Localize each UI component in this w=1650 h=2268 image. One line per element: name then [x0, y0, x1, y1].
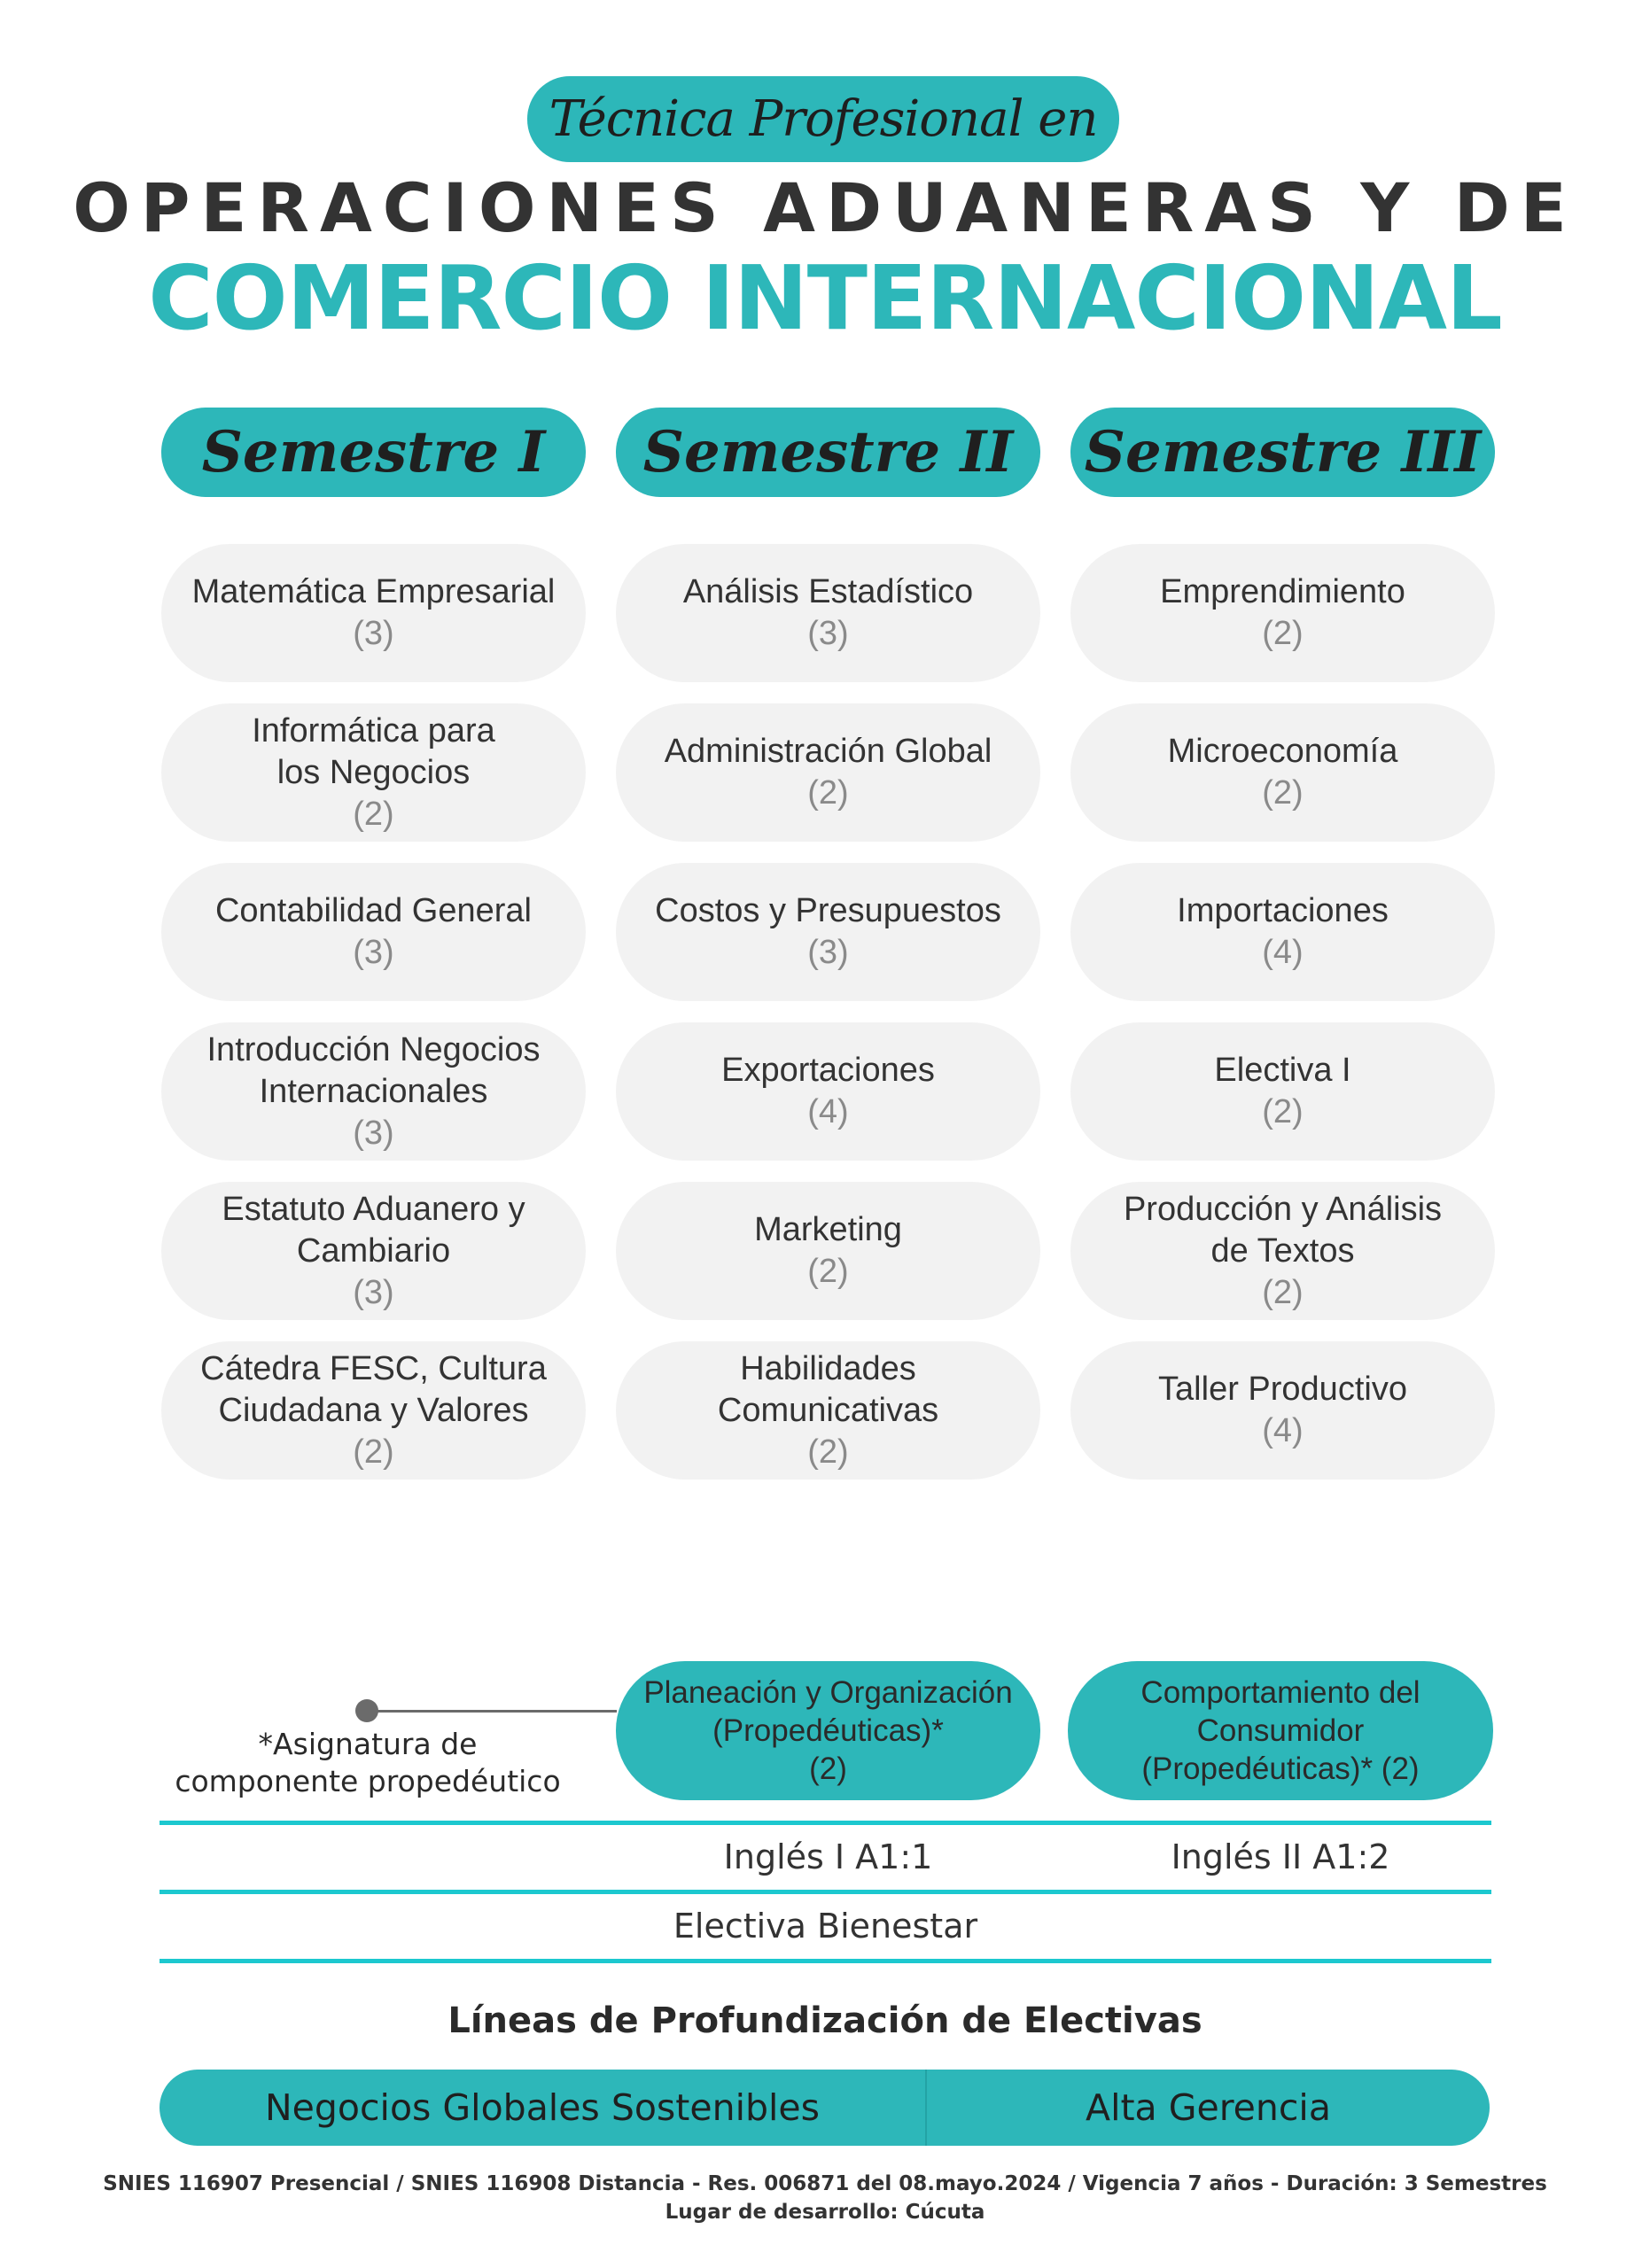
course-credits: (3)	[353, 934, 394, 971]
course-card	[616, 1341, 1040, 1480]
course-credits: (2)	[807, 774, 849, 812]
course-credits: (3)	[807, 934, 849, 971]
course-name: Introducción Negocios Internacionales	[206, 1030, 541, 1110]
course-credits: (2)	[1262, 1273, 1304, 1311]
course-credits: (3)	[353, 1273, 394, 1311]
propedeutic-course-text: Planeación y Organización (Propedéuticas)* (2)	[643, 1675, 1013, 1786]
course-card	[1070, 1182, 1495, 1320]
legend-connector-line	[367, 1710, 617, 1713]
course-name: Contabilidad General	[214, 892, 532, 929]
course-credits: (3)	[353, 1114, 394, 1152]
course-credits: (4)	[1262, 934, 1304, 971]
footer-location: Lugar de desarrollo: Cúcuta	[665, 2201, 985, 2224]
course-credits: (4)	[1262, 1412, 1304, 1449]
course-card	[616, 1022, 1040, 1161]
program-title-line2: COMERCIO INTERNACIONAL	[148, 246, 1502, 350]
divider-line	[160, 1890, 1491, 1894]
course-card	[616, 703, 1040, 842]
footer-registration: SNIES 116907 Presencial / SNIES 116908 Distancia - Res. 006871 del 08.mayo.2024 / Vigencia 7 años - Duración: 3 Semestres	[103, 2172, 1547, 2195]
course-credits: (2)	[807, 1433, 849, 1471]
course-name: Matemática Empresarial	[191, 573, 556, 610]
course-card	[616, 1182, 1040, 1320]
divider-line	[160, 1821, 1491, 1825]
course-name: Emprendimiento	[1160, 573, 1405, 610]
wellbeing-elective: Electiva Bienestar	[673, 1907, 978, 1946]
legend-dot-icon	[355, 1699, 378, 1722]
course-name: Importaciones	[1177, 892, 1389, 929]
course-name: Costos y Presupuestos	[655, 892, 1001, 929]
course-card	[1070, 1022, 1495, 1161]
course-credits: (2)	[1262, 1093, 1304, 1130]
elective-line-item: Alta Gerencia	[1086, 2086, 1331, 2129]
course-card	[1070, 703, 1495, 842]
course-name: Electiva I	[1214, 1052, 1351, 1089]
propedeutic-course-card	[616, 1661, 1040, 1800]
course-name: Exportaciones	[721, 1052, 935, 1089]
course-credits: (2)	[1262, 774, 1304, 812]
propedeutic-course-card	[1068, 1661, 1493, 1800]
course-card	[161, 1022, 586, 1161]
course-name: Taller Productivo	[1158, 1371, 1407, 1408]
semester-2-header: Semestre II	[616, 408, 1040, 497]
propedeutic-course-text: Comportamiento del Consumidor (Propedéuticas)* (2)	[1140, 1675, 1420, 1786]
course-name: Microeconomía	[1167, 733, 1398, 770]
course-credits: (2)	[807, 1253, 849, 1290]
course-card	[616, 544, 1040, 682]
english-level-2: Inglés II A1:2	[1171, 1837, 1390, 1876]
course-credits: (2)	[1262, 615, 1304, 652]
course-card	[161, 863, 586, 1001]
course-card	[161, 1341, 586, 1480]
course-card	[616, 863, 1040, 1001]
course-name: Producción y Análisis de Textos	[1123, 1190, 1443, 1270]
course-name: Estatuto Aduanero y Cambiario	[222, 1190, 525, 1270]
course-name: Cátedra FESC, Cultura Ciudadana y Valores	[200, 1349, 547, 1429]
course-card	[161, 1182, 586, 1320]
subtitle-badge	[527, 76, 1119, 162]
course-name: Informática para los Negocios	[252, 711, 495, 791]
course-name: Administración Global	[664, 733, 992, 770]
course-credits: (2)	[353, 1433, 394, 1471]
course-name: Habilidades Comunicativas	[717, 1349, 939, 1429]
course-card	[161, 703, 586, 842]
course-card	[161, 544, 586, 682]
course-name: Análisis Estadístico	[682, 573, 974, 610]
divider-line	[160, 1959, 1491, 1963]
course-name: Marketing	[754, 1211, 902, 1248]
course-card	[1070, 863, 1495, 1001]
course-card	[1070, 544, 1495, 682]
electives-title: Líneas de Profundización de Electivas	[448, 2000, 1202, 2041]
elective-line-item: Negocios Globales Sostenibles	[265, 2086, 820, 2129]
propedeutic-legend: *Asignatura de componente propedéutico	[175, 1727, 561, 1798]
semester-1-header: Semestre I	[161, 408, 586, 497]
program-title-line1: OPERACIONES ADUANERAS Y DE	[73, 168, 1577, 247]
course-credits: (3)	[807, 615, 849, 652]
subtitle-text: Técnica Profesional en	[549, 90, 1098, 148]
english-level-1: Inglés I A1:1	[723, 1837, 933, 1876]
course-credits: (2)	[353, 795, 394, 833]
course-credits: (3)	[353, 615, 394, 652]
semester-3-header: Semestre III	[1070, 408, 1495, 497]
course-card	[1070, 1341, 1495, 1480]
course-credits: (4)	[807, 1093, 849, 1130]
